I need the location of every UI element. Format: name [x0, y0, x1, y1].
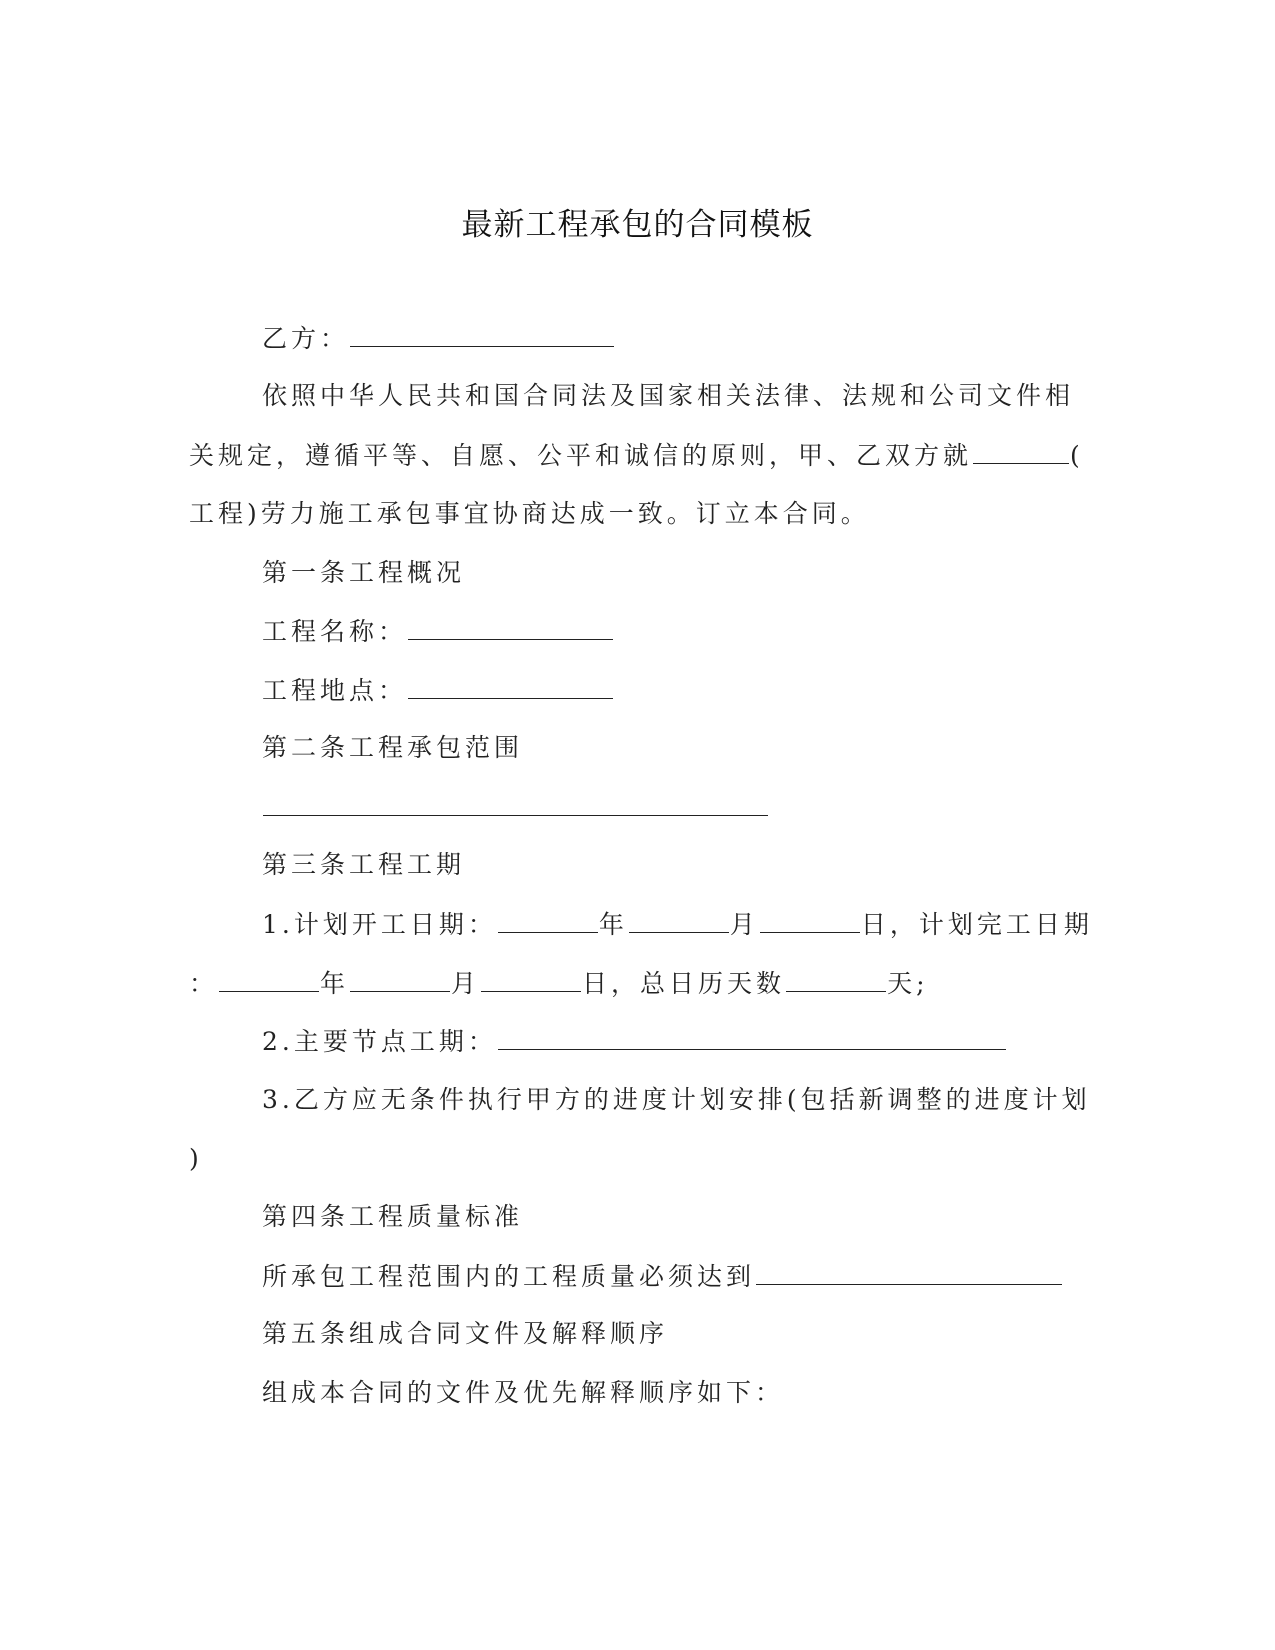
project-name-label: 工程名称： [262, 617, 408, 646]
article5-text: 组成本合同的文件及优先解释顺序如下： [262, 1378, 785, 1407]
article3-heading: 第三条工程工期 [262, 850, 466, 879]
start-day-blank[interactable] [760, 904, 860, 933]
schedule-item-3-line-2: ) [189, 1144, 203, 1173]
preamble-line-3: 工程)劳力施工承包事宜协商达成一致。订立本合同。 [189, 499, 870, 528]
end-year-blank[interactable] [219, 963, 319, 992]
start-year-blank[interactable] [498, 904, 598, 933]
project-blank[interactable] [973, 435, 1069, 464]
project-name-blank[interactable] [408, 611, 613, 640]
preamble-line-2-text: 关规定，遵循平等、自愿、公平和诚信的原则，甲、乙双方就 [189, 441, 973, 470]
schedule-item-3-line-1: 3.乙方应无条件执行甲方的进度计划安排(包括新调整的进度计划 [262, 1085, 1091, 1114]
preamble-line-2 [189, 435, 1084, 476]
year-unit: 年 [320, 969, 350, 998]
colon: ： [189, 969, 219, 998]
total-days-label: 日，总日历天数 [582, 969, 786, 998]
quality-blank[interactable] [756, 1256, 1062, 1285]
start-month-blank[interactable] [629, 904, 729, 933]
quality-text: 所承包工程范围内的工程质量必须达到 [262, 1262, 756, 1291]
scope-blank[interactable] [263, 787, 768, 816]
party-b-blank[interactable] [350, 318, 614, 347]
planned-end-label: 日，计划完工日期 [860, 910, 1093, 939]
article4-heading: 第四条工程质量标准 [262, 1202, 524, 1231]
party-b-line [262, 318, 615, 359]
schedule-item-2 [262, 1021, 1007, 1062]
end-month-blank[interactable] [350, 963, 450, 992]
milestone-blank[interactable] [498, 1021, 1006, 1050]
article5-heading: 第五条组成合同文件及解释顺序 [262, 1319, 669, 1348]
year-unit: 年 [598, 910, 628, 939]
schedule-item-1 [262, 904, 1093, 945]
days-unit: 天; [887, 969, 929, 998]
party-b-label: 乙方： [262, 324, 350, 353]
milestone-label: 2.主要节点工期： [262, 1027, 497, 1056]
project-location-label: 工程地点： [262, 676, 408, 705]
article2-heading: 第二条工程承包范围 [262, 733, 524, 762]
preamble-line-1: 依照中华人民共和国合同法及国家相关法律、法规和公司文件相 [262, 381, 1075, 410]
project-name-line [262, 611, 614, 652]
project-location-blank[interactable] [408, 670, 613, 699]
quality-line [262, 1256, 1063, 1297]
project-location-line [262, 670, 614, 711]
planned-start-label: 1.计划开工日期： [262, 910, 497, 939]
month-unit: 月 [451, 969, 481, 998]
month-unit: 月 [729, 910, 759, 939]
end-day-blank[interactable] [481, 963, 581, 992]
preamble-paren: ( [1070, 441, 1084, 470]
total-days-blank[interactable] [786, 963, 886, 992]
article1-heading: 第一条工程概况 [262, 558, 466, 587]
document-title: 最新工程承包的合同模板 [461, 207, 814, 243]
scope-line [262, 787, 769, 828]
schedule-item-1-cont [189, 963, 929, 1004]
